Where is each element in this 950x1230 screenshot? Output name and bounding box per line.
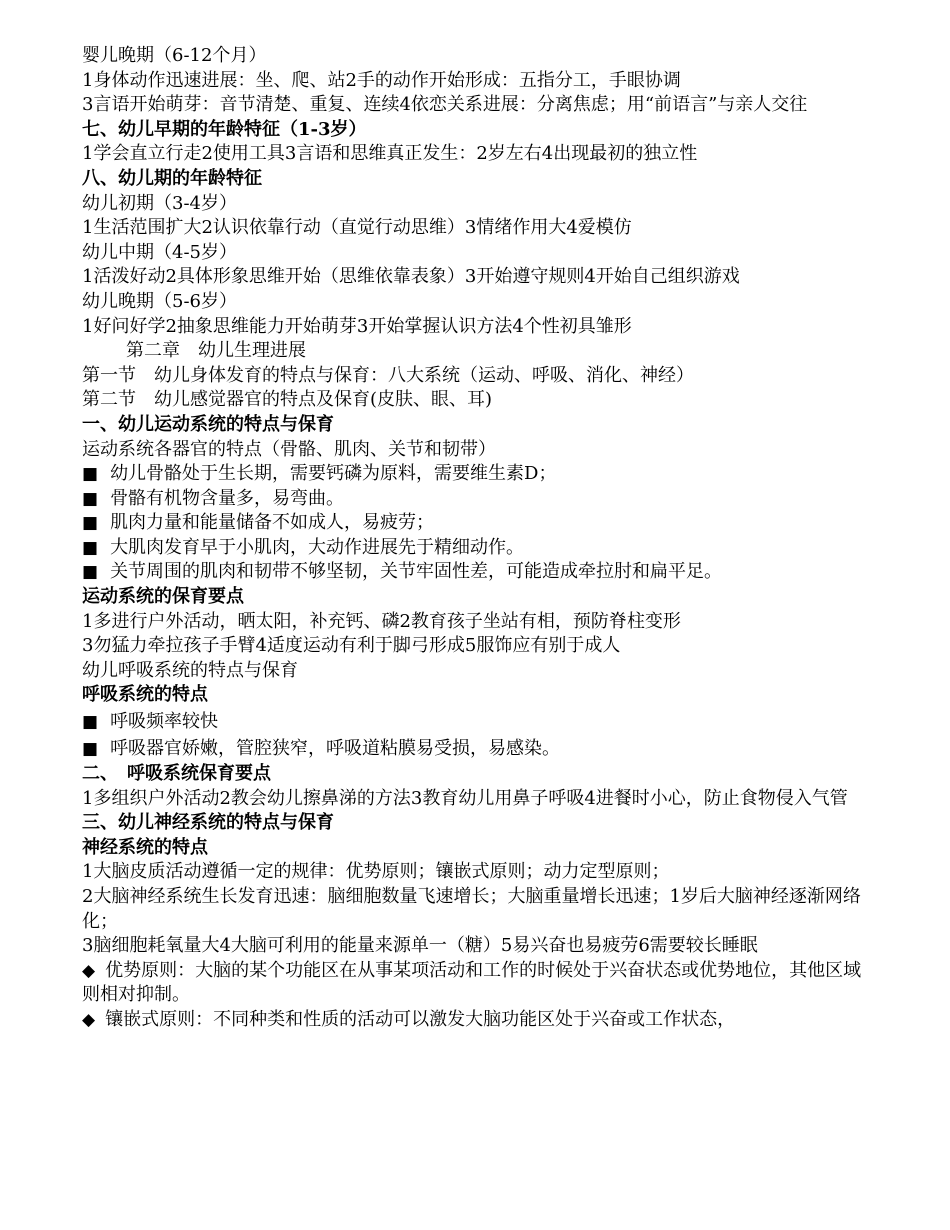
text-line: 幼儿初期（3-4岁） xyxy=(82,192,237,214)
bullet-item: ■ 呼吸器官娇嫩，管腔狭窄，呼吸道粘膜易受损，易感染。 xyxy=(82,735,872,762)
bullet-item: ■ 呼吸频率较快 xyxy=(82,708,872,735)
chapter-title: 第二章 幼儿生理进展 xyxy=(126,340,306,362)
bullet-item: ■ 骨骼有机物含量多，易弯曲。 xyxy=(82,487,872,512)
text-line: 1多组织户外活动2教会幼儿擦鼻涕的方法3教育幼儿用鼻子呼吸4进餐时小心，防止食物侵入气管 xyxy=(82,787,848,809)
bullet-item: ■ 肌肉力量和能量储备不如成人，易疲劳； xyxy=(82,511,872,536)
text-line: 2大脑神经系统生长发育迅速：脑细胞数量飞速增长；大脑重量增长迅速；1岁后大脑神经逐渐网络化； xyxy=(82,886,861,932)
section-heading: 一、幼儿运动系统的特点与保育 xyxy=(82,413,334,435)
text-line: 幼儿晚期（5-6岁） xyxy=(82,290,237,312)
text-line: 第二节 幼儿感觉器官的特点及保育(皮肤、眼、耳) xyxy=(82,389,493,411)
bullet-item: ■ 关节周围的肌肉和韧带不够坚韧，关节牢固性差，可能造成牵拉肘和扁平足。 xyxy=(82,560,872,585)
bullet-item: ■ 大肌肉发育早于小肌肉，大动作进展先于精细动作。 xyxy=(82,536,872,561)
section-heading: 八、幼儿期的年龄特征 xyxy=(82,167,262,189)
text-line: 3脑细胞耗氧量大4大脑可利用的能量来源单一（糖）5易兴奋也易疲劳6需要较长睡眠 xyxy=(82,935,758,957)
text-line: 3言语开始萌芽：音节清楚、重复、连续4依恋关系进展：分离焦虑；用“前语言”与亲人交往 xyxy=(82,94,808,116)
text-line: 幼儿呼吸系统的特点与保育 xyxy=(82,659,298,681)
text-line: 婴儿晚期（6-12个月） xyxy=(82,45,267,66)
text-line: 1身体动作迅速进展：坐、爬、站2手的动作开始形成：五指分工，手眼协调 xyxy=(82,69,681,91)
bullet-item: ■ 幼儿骨骼处于生长期，需要钙磷为原料，需要维生素D； xyxy=(82,462,872,487)
document-page xyxy=(82,44,872,1033)
text-line: 3勿猛力牵拉孩子手臂4适度运动有利于脚弓形成5服饰应有别于成人 xyxy=(82,635,621,657)
text-line: 第一节 幼儿身体发育的特点与保育：八大系统（运动、呼吸、消化、神经） xyxy=(82,364,694,386)
text-line: 1好问好学2抽象思维能力开始萌芽3开始掌握认识方法4个性初具雏形 xyxy=(82,315,632,337)
bullet-item: ◆ 镶嵌式原则：不同种类和性质的活动可以激发大脑功能区处于兴奋或工作状态， xyxy=(82,1008,872,1033)
text-line: 幼儿中期（4-5岁） xyxy=(82,241,237,263)
bullet-item: ◆ 优势原则：大脑的某个功能区在从事某项活动和工作的时候处于兴奋状态或优势地位，其他区域则相对抑制。 xyxy=(82,959,872,1008)
text-line: 1生活范围扩大2认识依靠行动（直觉行动思维）3情绪作用大4爱模仿 xyxy=(82,217,632,239)
text-line: 1活泼好动2具体形象思维开始（思维依靠表象）3开始遵守规则4开始自己组织游戏 xyxy=(82,266,740,288)
text-line: 1学会直立行走2使用工具3言语和思维真正发生：2岁左右4出现最初的独立性 xyxy=(82,143,698,165)
section-heading: 神经系统的特点 xyxy=(82,836,208,858)
section-heading: 二、 呼吸系统保育要点 xyxy=(82,763,271,785)
section-heading: 三、幼儿神经系统的特点与保育 xyxy=(82,812,334,834)
text-line: 运动系统各器官的特点（骨骼、肌肉、关节和韧带） xyxy=(82,438,496,460)
section-heading: 运动系统的保育要点 xyxy=(82,586,244,608)
text-line: 1大脑皮质活动遵循一定的规律：优势原则；镶嵌式原则；动力定型原则； xyxy=(82,861,670,883)
section-heading: 呼吸系统的特点 xyxy=(82,684,208,706)
text-line: 1多进行户外活动，晒太阳，补充钙、磷2教育孩子坐站有相，预防脊柱变形 xyxy=(82,610,681,632)
section-heading: 七、幼儿早期的年龄特征（1-3岁） xyxy=(82,118,367,140)
